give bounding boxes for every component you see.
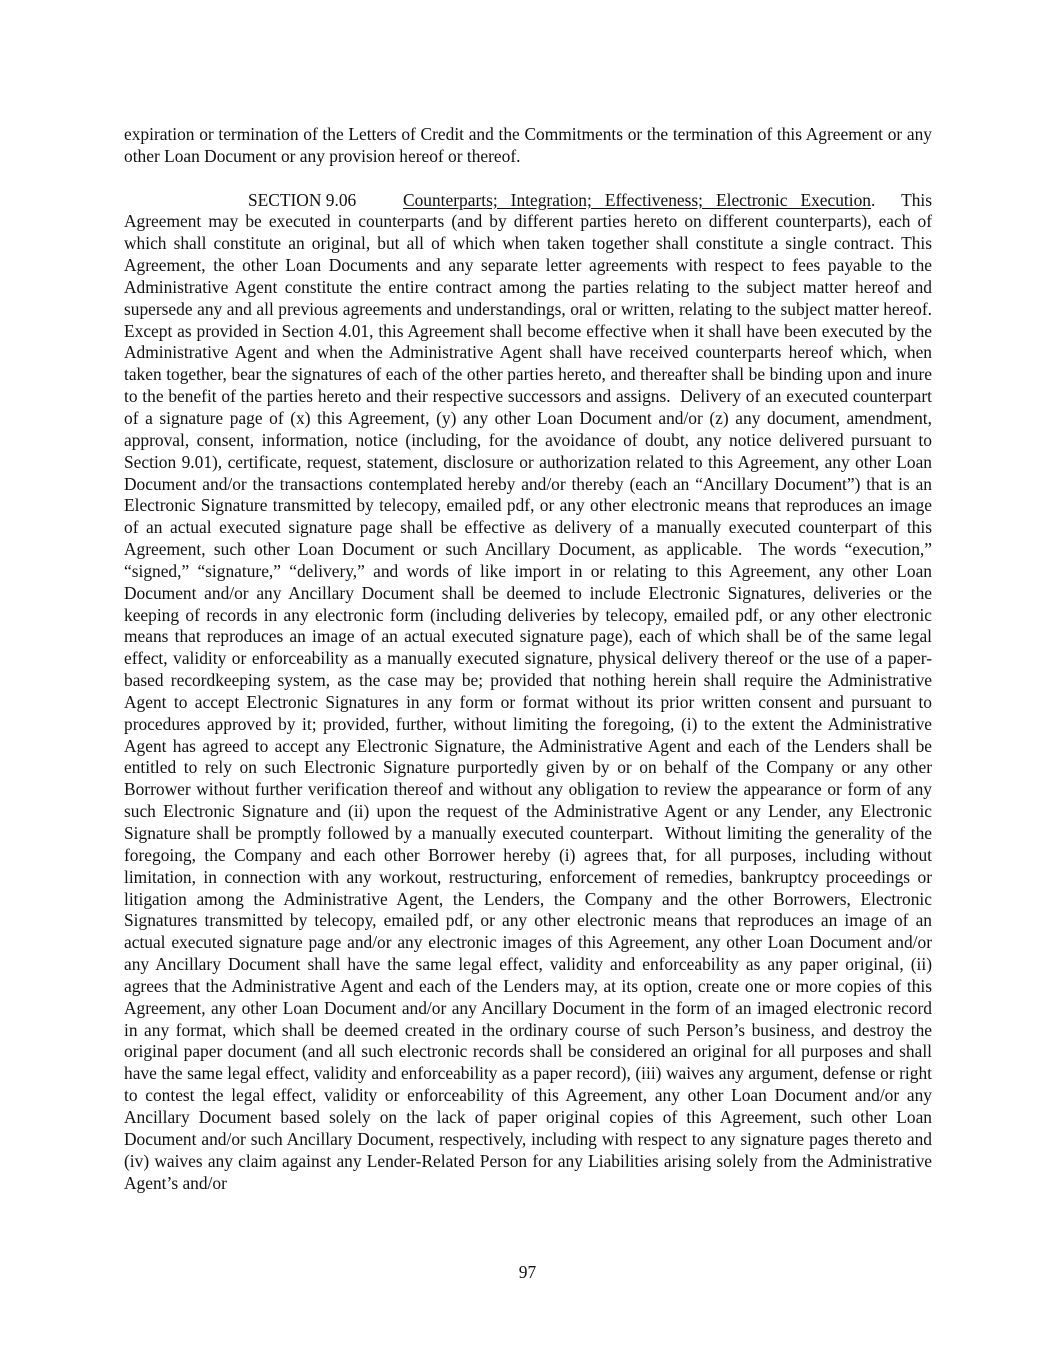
section-9-06-paragraph [124,189,941,1195]
section-title-suffix: . [871,189,876,210]
section-body-text: This Agreement may be executed in counterparts (and by different parties hereto on different counterparts), each of which shall constitute an original, but all of which when taken together shall constitute a single contract. This Agreement, the other Loan Documents and any separate letter agreements with respect to fees payable to the Administrative Agent constitute the entire contract among the parties relating to the subject matter hereof and supersede any and all previous agreements and understandings, oral or written, relating to the subject matter hereof. Except as provided in Section 4.01, this Agreement shall become effective when it shall have been executed by the Administrative Agent and when the Administrative Agent shall have received counterparts hereof which, when taken together, bear the signatures of each of the other parties hereto, and thereafter shall be binding upon and inure to the benefit of the parties hereto and their respective successors and assigns. Delivery of an executed counterpart of a signature page of (x) this Agreement, (y) any other Loan Document and/or (z) any document, amendment, approval, consent, information, notice (including, for the avoidance of doubt, any notice delivered pursuant to Section 9.01), certificate, request, statement, disclosure or authorization related to this Agreement, any other Loan Document and/or the transactions contemplated hereby and/or thereby (each an “Ancillary Document”) that is an Electronic Signature transmitted by telecopy, emailed pdf, or any other electronic means that reproduces an image of an actual executed signature page shall be effective as delivery of a manually executed counterpart of this Agreement, such other Loan Document or such Ancillary Document, as applicable. The words “execution,” “signed,” “signature,” “delivery,” and words of like import in or relating to this Agreement, any other Loan Document and/or any Ancillary Document shall be deemed to include Electronic Signatures, deliveries or the keeping of records in any electronic form (including deliveries by telecopy, emailed pdf, or any other electronic means that reproduces an image of an actual executed signature page), each of which shall be of the same legal effect, validity or enforceability as a manually executed signature, physical delivery thereof or the use of a paper-based recordkeeping system, as the case may be; provided that nothing herein shall require the Administrative Agent to accept Electronic Signatures in any form or format without its prior written consent and pursuant to procedures approved by it; provided, further, without limiting the foregoing, (i) to the extent the Administrative Agent has agreed to accept any Electronic Signature, the Administrative Agent and each of the Lenders shall be entitled to rely on such Electronic Signature purportedly given by or on behalf of the Company or any other Borrower without further verification thereof and without any obligation to review the appearance or form of any such Electronic Signature and (ii) upon the request of the Administrative Agent or any Lender, any Electronic Signature shall be promptly followed by a manually executed counterpart. Without limiting the generality of the foregoing, the Company and each other Borrower hereby (i) agrees that, for all purposes, including without limitation, in connection with any workout, restructuring, enforcement of remedies, bankruptcy proceedings or litigation among the Administrative Agent, the Lenders, the Company and the other Borrowers, Electronic Signatures transmitted by telecopy, emailed pdf, or any other electronic means that reproduces an image of an actual executed signature page and/or any electronic images of this Agreement, any other Loan Document and/or any Ancillary Document shall have the same legal effect, validity and enforceability as any paper original, (ii) agrees that the Administrative Agent and each of the Lenders may, at its option, create one or more copies of this Agreement, any other Loan Document and/or any Ancillary Document in the form of an imaged electronic record in any format, which shall be deemed created in the ordinary course of such Person’s business, and destroy the original paper document (and all such electronic records shall be considered an original for all purposes and shall have the same legal effect, validity and enforceability as a paper record), (iii) waives any argument, defense or right to contest the legal effect, validity or enforceability of this Agreement, any other Loan Document and/or any Ancillary Document based solely on the lack of paper original copies of this Agreement, such other Loan Document and/or such Ancillary Document, respectively, including with respect to any signature pages thereto and (iv) waives any claim against any Lender-Related Person for any Liabilities arising solely from the Administrative Agent’s and/or [124,189,941,1193]
section-title: Counterparts; Integration; Effectiveness; Electronic Execution [403,189,871,210]
section-number: SECTION 9.06 [248,189,357,210]
intro-paragraph: expiration or termination of the Letters of Credit and the Commitments or the termination of this Agreement or any other Loan Document or any provision hereof or thereof. [124,124,932,166]
page-number: 97 [518,1262,537,1282]
document-page [124,124,941,1194]
